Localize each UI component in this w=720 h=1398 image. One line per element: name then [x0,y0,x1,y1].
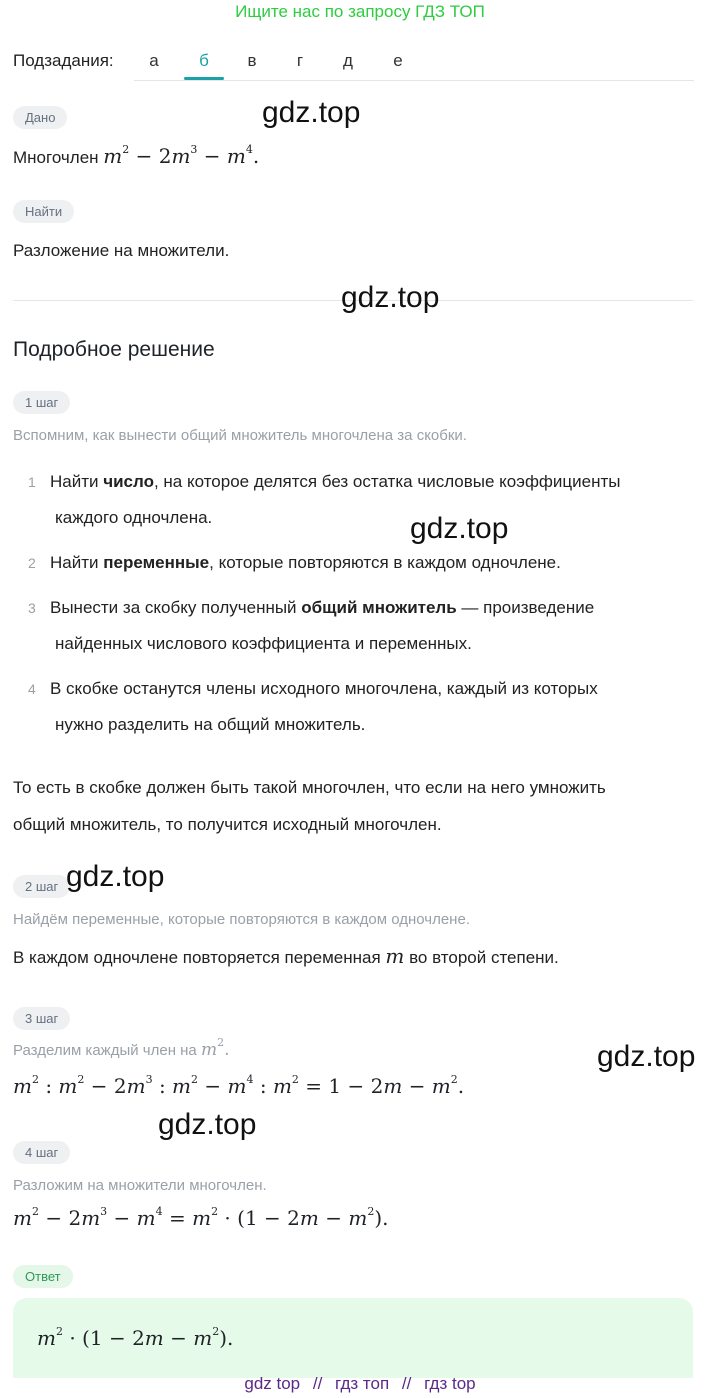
footer-link[interactable]: гдз top [424,1374,476,1393]
step3-equation: $m^2$ : $m^2 - 2m^3$ : $m^2 - m^4$ : $m^2 = 1 - 2m - m^2$. [13,1073,465,1098]
step2-text: В каждом одночлене повторяется переменная m во второй степени. [13,944,559,968]
footer-link[interactable]: гдз топ [335,1374,390,1393]
find-text: Разложение на множители. [13,241,230,260]
step4-hint: Разложим на множители многочлен. [13,1177,267,1194]
step2-hint: Найдём переменные, которые повторяются в каждом одночлене. [13,911,470,928]
given-polynomial: $m^2 - 2m^3 - m^4$. [103,143,260,168]
tab-g[interactable]: г [296,51,304,70]
tab-a[interactable]: а [149,51,159,70]
footer-separator: // [401,1374,412,1393]
list-item-number: 3 [28,600,36,616]
step4-chip: 4 шаг [13,1141,70,1164]
given-chip: Дано [13,106,67,129]
list-item-number: 1 [28,474,36,490]
answer-box [13,1298,693,1378]
given-prefix: Многочлен [13,148,99,167]
search-banner: Ищите нас по запросу ГДЗ ТОП [235,2,485,21]
step2-chip: 2 шаг [13,875,70,898]
watermark: gdz.top [597,1040,696,1073]
list-item-number: 2 [28,555,36,571]
watermark: gdz.top [66,860,165,893]
watermark: gdz.top [262,96,361,129]
step1-summary: То есть в скобке должен быть такой многочлен, что если на него умножить общий множитель, то получится исходный многочлен. [13,778,606,834]
subtask-tabs [134,42,694,81]
list-item-number: 4 [28,681,36,697]
footer-link[interactable]: gdz top [244,1374,301,1393]
tab-e[interactable]: е [393,51,403,70]
active-tab-indicator [184,77,224,80]
tab-v[interactable]: в [247,51,257,70]
solution-title: Подробное решение [13,338,215,361]
footer-links [0,1374,720,1394]
watermark: gdz.top [410,512,509,545]
step1-chip: 1 шаг [13,391,70,414]
step3-hint: Разделим каждый член на $m^2$. [13,1036,230,1060]
watermark: gdz.top [158,1108,257,1141]
given-text [13,144,259,168]
tab-d[interactable]: д [343,51,353,70]
step4-equation: $m^2 - 2m^3 - m^4 = m^2 \cdot (1 - 2m - m^2)$. [13,1205,389,1230]
tab-b[interactable]: б [199,51,209,70]
step3-chip: 3 шаг [13,1007,70,1030]
subtasks-label: Подзадания: [13,51,114,70]
footer-separator: // [312,1374,323,1393]
answer-chip: Ответ [13,1265,73,1288]
watermark: gdz.top [341,281,440,314]
step1-hint: Вспомним, как вынести общий множитель многочлена за скобки. [13,427,467,444]
find-chip: Найти [13,200,74,223]
answer-expression: $m^2 \cdot (1 - 2m - m^2)$. [37,1325,234,1350]
